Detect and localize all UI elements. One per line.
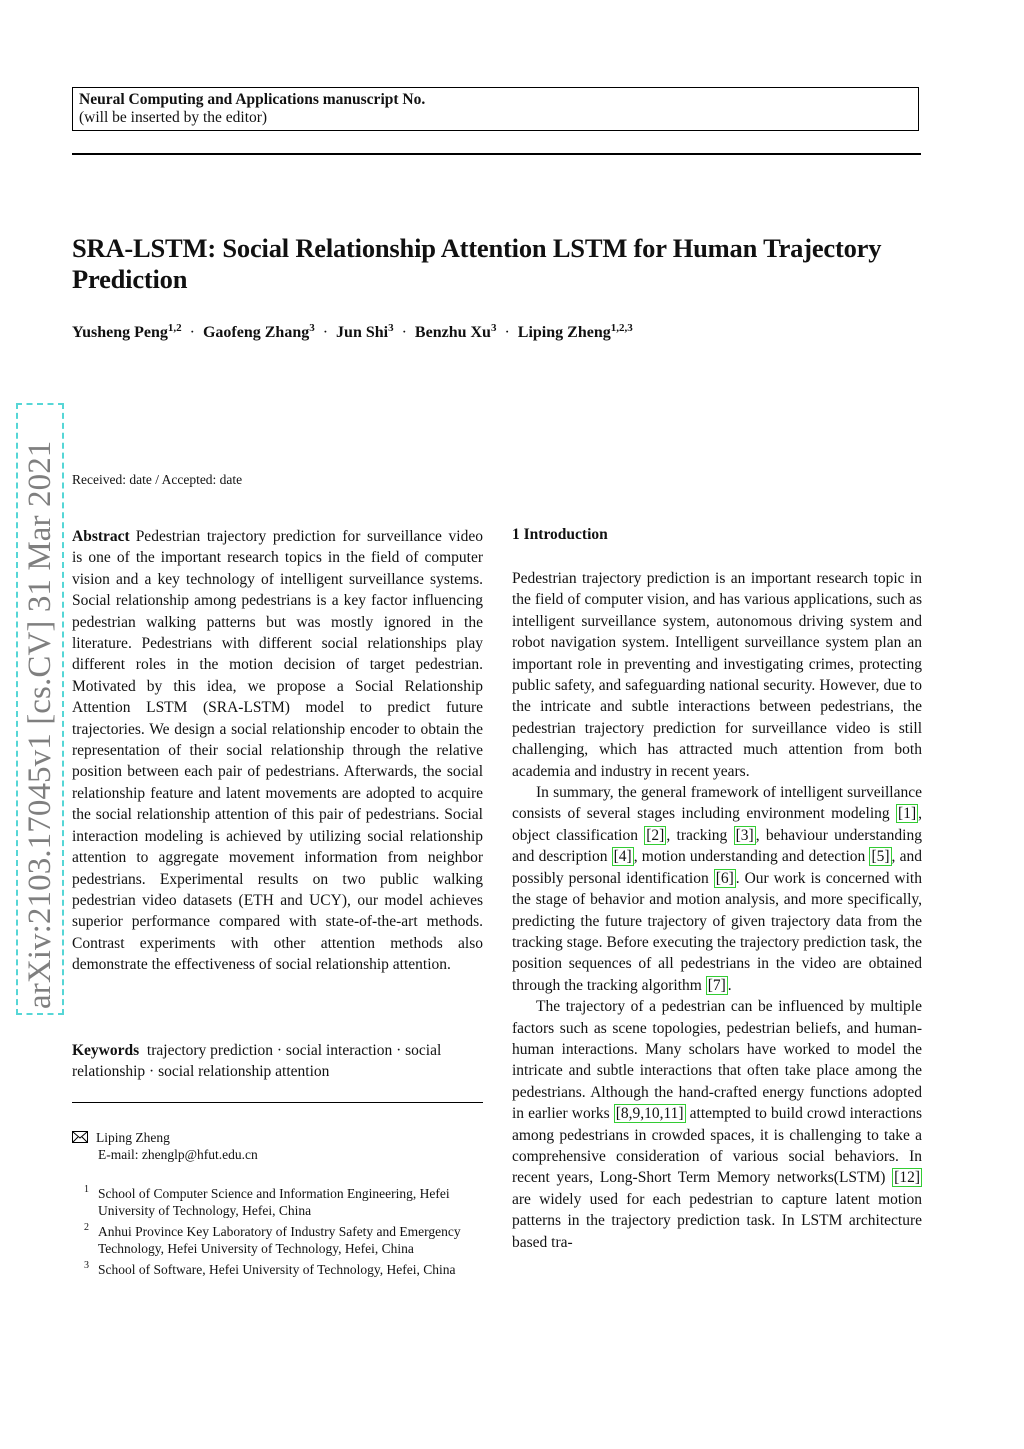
affiliations — [72, 1185, 483, 1282]
keywords-label: Keywords — [72, 1042, 140, 1059]
affiliation: 3 School of Software, Hefei University of Technology, Hefei, China — [84, 1260, 456, 1277]
author: Gaofeng Zhang$^3$ — [202, 322, 315, 341]
author-list — [72, 322, 932, 342]
affiliation: 1 School of Computer Science and Information Engineering, Hefei University of Technology, Hefei, China — [84, 1184, 450, 1218]
author-separator: · — [322, 324, 329, 341]
keywords-text: trajectory prediction · social interaction · social relationship · social relationship attention — [72, 1042, 442, 1081]
citation-link[interactable]: [1] — [898, 805, 917, 823]
citation-link[interactable]: [12] — [894, 1169, 920, 1187]
author-separator: · — [504, 324, 510, 341]
corresponding-name: Liping Zheng — [96, 1130, 170, 1145]
paragraph: The trajectory of a pedestrian can be influenced by multiple factors such as scene topologies, pedestrian beliefs, and human-human interactions. Many scholars have worked to model the intricate and subtle interactions that often take place among the pedestrians. Although the hand-crafted energy functions adopted in earlier works [8,9,10,11] attempted to build crowd interactions among pedestrians in crowded spaces, it is challenging to take a comprehensive consideration of various social behaviors. In recent years, Long-Short Term Memory networks(LSTM) [12] are widely used for each pedestrian to capture latent motion patterns in the trajectory prediction task. In LSTM architecture based tra- — [512, 998, 922, 1251]
author: Yusheng Peng$^{1,2}$ — [72, 322, 182, 341]
received-date: Received: date / Accepted: date — [72, 472, 243, 487]
author-separator: · — [401, 324, 407, 341]
paragraph: Pedestrian trajectory prediction is an important research topic in the field of computer vision, and has various applications, such as intelligent surveillance system, autonomous driving system and robot navigation system. Intelligent surveillance system plan an important role in preventing and investigating crimes, protecting public safety, and safeguarding national security. However, due to the intricate and subtle interactions between pedestrians, the pedestrian trajectory prediction for surveillance video is still challenging, which has attracted much attention from both academia and industry in recent years. — [512, 570, 922, 780]
affiliation: 2 Anhui Province Key Laboratory of Industry Safety and Emergency Technology, Hefei University of Technology, Hefei, China — [84, 1222, 461, 1256]
keywords — [72, 1040, 483, 1083]
citation-link[interactable]: [6] — [715, 869, 734, 887]
introduction-body — [512, 568, 922, 1253]
corresponding-author — [72, 1129, 483, 1163]
citation-link[interactable]: [5] — [871, 848, 890, 866]
abstract-text: Pedestrian trajectory prediction for surveillance video is one of the important research topics in the field of computer vision and a key technology of intelligent surveillance systems. Social relationship among pedestrians is a key factor influencing pedestrian walking patterns but was mostly ignored in the literature. Pedestrians with different social relationships play different roles in the motion decision of target pedestrian. Motivated by this idea, we propose a Social Relationship Attention LSTM (SRA-LSTM) model to predict future trajectories. We design a social relationship encoder to obtain the representation of their social relationship through the relative position between each pair of pedestrians. Afterwards, the social relationship feature and latent movements are adopted to acquire the social relationship attention of this pair of pedestrians. Social interaction modeling is achieved by utilizing social relationship attention to aggregate movement information from neighbor pedestrians. Experimental results on two public walking pedestrian video datasets (ETH and UCY), our model achieves superior performance compared with state-of-the-art methods. Contrast experiments with other attention methods also demonstrate the effectiveness of social relationship attention. — [72, 528, 483, 974]
corresponding-email[interactable]: E-mail: zhenglp@hfut.edu.cn — [98, 1147, 258, 1162]
author: Benzhu Xu$^3$ — [414, 322, 497, 341]
footnote-rule — [72, 1102, 483, 1103]
citation-link[interactable]: [3] — [735, 826, 754, 844]
abstract-label: Abstract — [72, 528, 130, 545]
abstract — [72, 526, 483, 976]
citation-link[interactable]: [7] — [707, 976, 726, 994]
header-rule — [72, 153, 921, 155]
author: Liping Zheng$^{1,2,3}$ — [517, 322, 633, 341]
journal-name: Neural Computing and Applications manuscript No. — [79, 91, 426, 108]
section-heading-introduction: 1 Introduction — [512, 526, 608, 543]
arxiv-stamp[interactable]: arXiv:2103.17045v1 [cs.CV] 31 Mar 2021 — [16, 403, 64, 1015]
editor-note: (will be inserted by the editor) — [79, 109, 268, 126]
citation-link[interactable]: [8,9,10,11] — [615, 1105, 684, 1123]
author-separator: · — [189, 324, 195, 341]
author: Jun Shi$^3$ — [336, 322, 394, 341]
citation-link[interactable]: [2] — [646, 826, 665, 844]
paper-title: SRA-LSTM: Social Relationship Attention LSTM for Human Trajectory Prediction — [72, 233, 882, 294]
manuscript-header-box — [72, 87, 919, 131]
envelope-icon — [72, 1131, 88, 1143]
paragraph: In summary, the general framework of intelligent surveillance consists of several stages including environment modeling [1] , object classification [2] , tracking [3] , behaviour understanding and description [4] , motion understanding and detection [5] , and possibly personal identification [6] . Our work is concerned with the stage of behavior and motion analysis, and more specifically, predicting the future trajectory of given trajectory data from the tracking stage. Before executing the trajectory prediction task, the position sequences of all pedestrians in the video are obtained through the tracking algorithm [7] . — [512, 784, 922, 994]
citation-link[interactable]: [4] — [613, 848, 632, 866]
